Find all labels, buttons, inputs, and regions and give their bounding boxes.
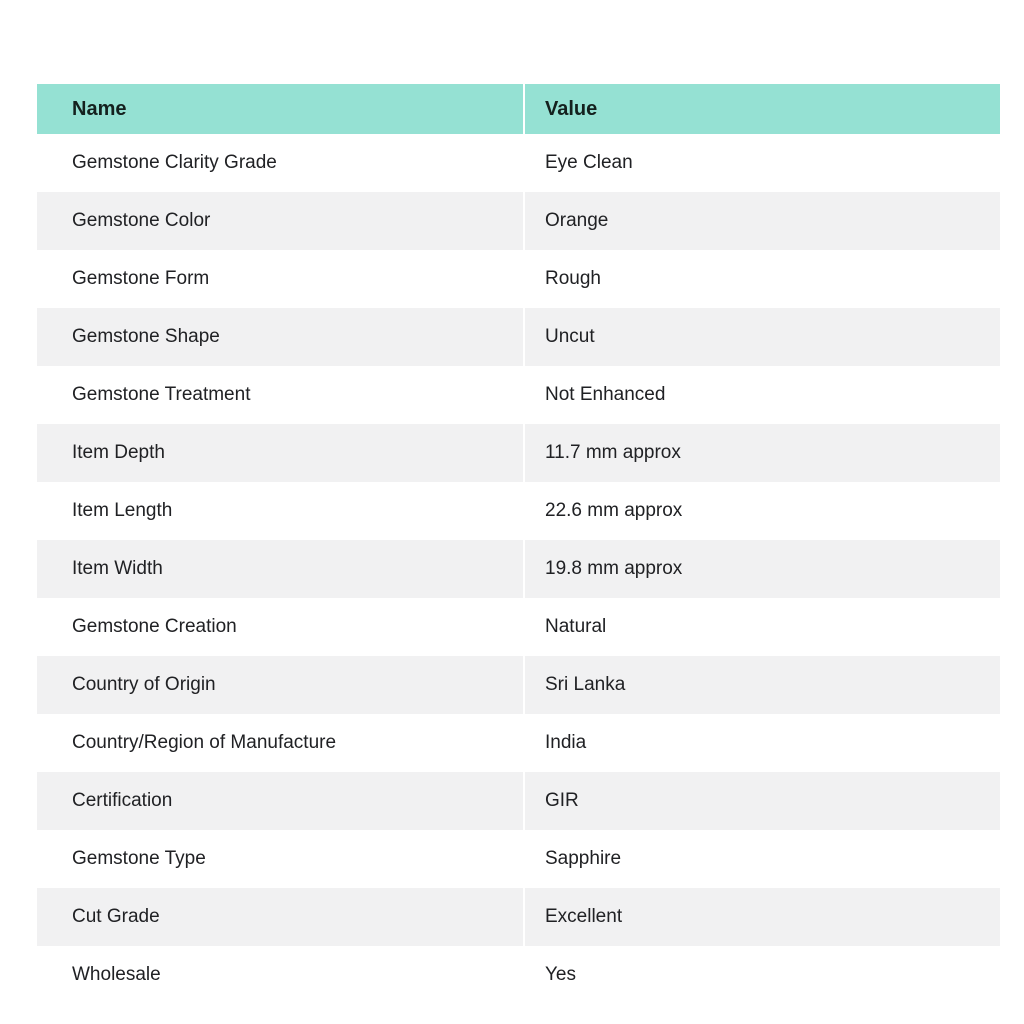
- spec-name-cell: Gemstone Type: [37, 830, 524, 888]
- spec-name-cell: Gemstone Clarity Grade: [37, 134, 524, 192]
- spec-name-cell: Gemstone Color: [37, 192, 524, 250]
- table-row: [37, 714, 1000, 772]
- table-row: [37, 656, 1000, 714]
- spec-name-cell: Country of Origin: [37, 656, 524, 714]
- spec-name-cell: Certification: [37, 772, 524, 830]
- table-row: [37, 598, 1000, 656]
- spec-value-cell: 19.8 mm approx: [524, 540, 1000, 598]
- spec-value-cell: Excellent: [524, 888, 1000, 946]
- table-row: [37, 830, 1000, 888]
- table-row: [37, 192, 1000, 250]
- spec-value-cell: 22.6 mm approx: [545, 500, 683, 521]
- spec-value-cell: India: [545, 732, 587, 753]
- table-row: [37, 540, 1000, 598]
- table-row: [37, 772, 1000, 830]
- spec-value-cell: 11.7 mm approx: [524, 424, 1000, 482]
- item-specifics-section: [37, 84, 1000, 1004]
- spec-value-cell: Sapphire: [545, 848, 622, 869]
- spec-name-cell: Item Width: [37, 540, 524, 598]
- spec-value-cell: Orange: [524, 192, 1000, 250]
- table-row: [37, 250, 1000, 308]
- spec-name-cell: Cut Grade: [37, 888, 524, 946]
- header-cell-value: Value: [524, 84, 1000, 134]
- header-row: [37, 84, 1000, 134]
- spec-value-cell: GIR: [524, 772, 1000, 830]
- table-row: [37, 366, 1000, 424]
- table-row: [37, 424, 1000, 482]
- spec-value-cell: Sri Lanka: [524, 656, 1000, 714]
- spec-value-cell: Rough: [545, 268, 601, 289]
- spec-name-cell: Item Depth: [37, 424, 524, 482]
- spec-name-cell: Gemstone Creation: [37, 598, 524, 656]
- header-cell-name: Name: [37, 84, 524, 134]
- table-row: [37, 888, 1000, 946]
- spec-name-cell: Country/Region of Manufacture: [37, 714, 524, 772]
- spec-name-cell: Item Length: [37, 482, 524, 540]
- spec-value-cell: Not Enhanced: [545, 384, 666, 405]
- spec-value-cell: Yes: [545, 964, 576, 985]
- spec-name-cell: Gemstone Form: [37, 250, 524, 308]
- item-specifics-table: [37, 84, 1000, 1004]
- table-row: [37, 134, 1000, 192]
- table-row: [37, 308, 1000, 366]
- spec-value-cell: Uncut: [524, 308, 1000, 366]
- spec-value-cell: Eye Clean: [545, 152, 633, 173]
- spec-value-cell: Natural: [545, 616, 607, 637]
- spec-name-cell: Gemstone Shape: [37, 308, 524, 366]
- spec-name-cell: Gemstone Treatment: [37, 366, 524, 424]
- table-row: [37, 946, 1000, 1004]
- table-row: [37, 482, 1000, 540]
- spec-name-cell: Wholesale: [37, 946, 524, 1004]
